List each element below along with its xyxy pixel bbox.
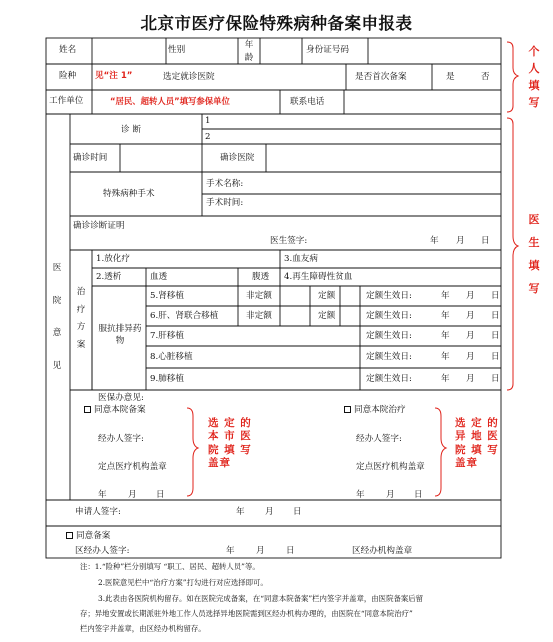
remote-stamp-label: 定点医疗机构盖章 (356, 462, 425, 472)
applicant-month: 月 (265, 507, 274, 517)
agree-local-option[interactable]: 同意本院备案 (84, 406, 146, 415)
see-note-hint: 见“注 1” (95, 71, 133, 81)
local-year: 年 (98, 490, 107, 500)
lung-day: 日 (491, 374, 500, 384)
liver-day: 日 (491, 331, 500, 341)
liver-kidney-day: 日 (491, 311, 500, 321)
hospital-label: 选定就诊医院 (163, 72, 215, 82)
kidney-month: 月 (466, 291, 475, 301)
district-signature-label: 区经办人签字: (75, 546, 130, 556)
liver-effective-date: 定额生效日: (366, 331, 412, 341)
treatment-liver-kidney[interactable]: 6.肝、肾联合移植 (150, 311, 219, 321)
lung-month: 月 (466, 374, 475, 384)
treatment-chemo[interactable]: 1.放化疗 (96, 254, 130, 264)
diagnosis-date-label: 确诊时间 (73, 153, 108, 163)
local-month: 月 (128, 490, 137, 500)
diagnosis-line-1[interactable]: 1 (205, 116, 211, 126)
first-filing-yes[interactable]: 是 (446, 72, 455, 82)
name-label: 姓名 (59, 45, 77, 55)
liver-kidney-month: 月 (466, 311, 475, 321)
kidney-effective-date: 定额生效日: (366, 291, 412, 301)
surgery-time-label: 手术时间: (206, 198, 244, 208)
insurance-type-label: 险种 (59, 71, 77, 81)
lung-effective-date: 定额生效日: (366, 374, 412, 384)
agree-local-checkbox[interactable] (84, 406, 91, 413)
liver-month: 月 (466, 331, 475, 341)
diagnosis-hospital-label: 确诊医院 (220, 153, 255, 163)
age-label: 年 龄 (244, 40, 254, 63)
district-year: 年 (226, 546, 235, 556)
liver-kidney-year: 年 (441, 311, 450, 321)
note-3-end: 栏内签字并盖章，由区经办机构留存。 (80, 624, 206, 633)
heart-effective-date: 定额生效日: (366, 352, 412, 362)
note-3-continued: 存；异地安置或长期派驻外地工作人员选择异地医院需到区经办机构办理的，由医院在“同意本院治疗” (80, 609, 413, 618)
lung-year: 年 (441, 374, 450, 384)
local-handler-label: 经办人签字: (98, 434, 144, 444)
heart-year: 年 (441, 352, 450, 362)
treatment-plan-label: 治 疗 方 案 (76, 287, 86, 350)
liver-year: 年 (441, 331, 450, 341)
note-1: 注：1.“险种”栏分别填写 “职工、居民、超转人员”等。 (80, 562, 260, 571)
agree-remote-checkbox[interactable] (344, 406, 351, 413)
note-2: 2.医院意见栏中“治疗方案”打勾进行对应选择即可。 (98, 578, 268, 587)
id-number-label: 身份证号码 (306, 45, 349, 55)
hospital-opinion-label: 医 院 意 见 (52, 263, 62, 371)
agree-remote-option[interactable]: 同意本院治疗 (344, 406, 406, 415)
work-unit-hint: “居民、超转人员”填写参保单位 (110, 96, 230, 106)
treatment-peritoneal[interactable]: 腹透 (252, 272, 270, 282)
local-stamp-hint: 选 定 的 本 市 医 院 填 写 盖章 (208, 417, 252, 470)
treatment-dialysis[interactable]: 2.透析 (96, 272, 122, 282)
anti-rejection-label: 服抗排异药物 (98, 324, 142, 346)
district-month: 月 (256, 546, 265, 556)
heart-month: 月 (466, 352, 475, 362)
diagnosis-line-2[interactable]: 2 (205, 132, 211, 142)
proof-day: 日 (481, 236, 490, 246)
doctor-fill-label: 医 生 填 写 (528, 213, 540, 295)
treatment-hemophilia[interactable]: 3.血友病 (284, 254, 318, 264)
applicant-signature-label: 申请人签字: (75, 507, 121, 517)
treatment-aplastic[interactable]: 4.再生障碍性贫血 (284, 272, 353, 282)
proof-year: 年 (430, 236, 439, 246)
local-day: 日 (156, 490, 165, 500)
liver-kidney-quota[interactable]: 定额 (318, 311, 336, 321)
kidney-year: 年 (441, 291, 450, 301)
form-title: 北京市医疗保险特殊病种备案申报表 (140, 14, 413, 33)
remote-day: 日 (414, 490, 423, 500)
insurance-opinion-label: 医保办意见: (98, 393, 144, 403)
diagnosis-label: 诊 断 (121, 125, 141, 135)
remote-year: 年 (356, 490, 365, 500)
surgery-name-label: 手术名称: (206, 179, 244, 189)
kidney-quota[interactable]: 定额 (318, 291, 336, 301)
proof-month: 月 (456, 236, 465, 246)
proof-label: 确诊诊断证明 (73, 221, 125, 231)
remote-stamp-hint: 选 定 的 异 地 医 院 填 写 盖章 (455, 417, 499, 470)
first-filing-label: 是否首次备案 (355, 72, 407, 82)
personal-fill-label: 个 人 填 写 (528, 45, 540, 109)
liver-kidney-effective-date: 定额生效日: (366, 311, 412, 321)
district-day: 日 (286, 546, 295, 556)
kidney-non-quota[interactable]: 非定额 (246, 291, 272, 301)
treatment-liver[interactable]: 7.肝移植 (150, 331, 184, 341)
liver-kidney-non-quota[interactable]: 非定额 (246, 311, 272, 321)
treatment-heart[interactable]: 8.心脏移植 (150, 352, 193, 362)
heart-day: 日 (491, 352, 500, 362)
kidney-day: 日 (491, 291, 500, 301)
phone-label: 联系电话 (290, 97, 325, 107)
doctor-signature-label: 医生签字: (270, 236, 308, 246)
note-3: 3.此表由各医院机构留存。如在医院完成备案，在“同意本院备案”栏内签字并盖章，由医院备案后留 (98, 594, 424, 603)
treatment-kidney[interactable]: 5.肾移植 (150, 291, 184, 301)
district-agree-checkbox[interactable] (66, 532, 73, 539)
district-stamp-label: 区经办机构盖章 (352, 546, 413, 556)
work-unit-label: 工作单位 (49, 96, 84, 106)
first-filing-no[interactable]: 否 (481, 72, 490, 82)
treatment-hemodialysis[interactable]: 血透 (150, 272, 168, 282)
surgery-label: 特殊病种手术 (103, 189, 155, 199)
treatment-lung[interactable]: 9.肺移植 (150, 374, 184, 384)
applicant-day: 日 (293, 507, 302, 517)
local-stamp-label: 定点医疗机构盖章 (98, 462, 167, 472)
remote-handler-label: 经办人签字: (356, 434, 402, 444)
gender-label: 性别 (168, 45, 186, 55)
applicant-year: 年 (236, 507, 245, 517)
remote-month: 月 (386, 490, 395, 500)
district-agree-option[interactable]: 同意备案 (66, 532, 110, 541)
